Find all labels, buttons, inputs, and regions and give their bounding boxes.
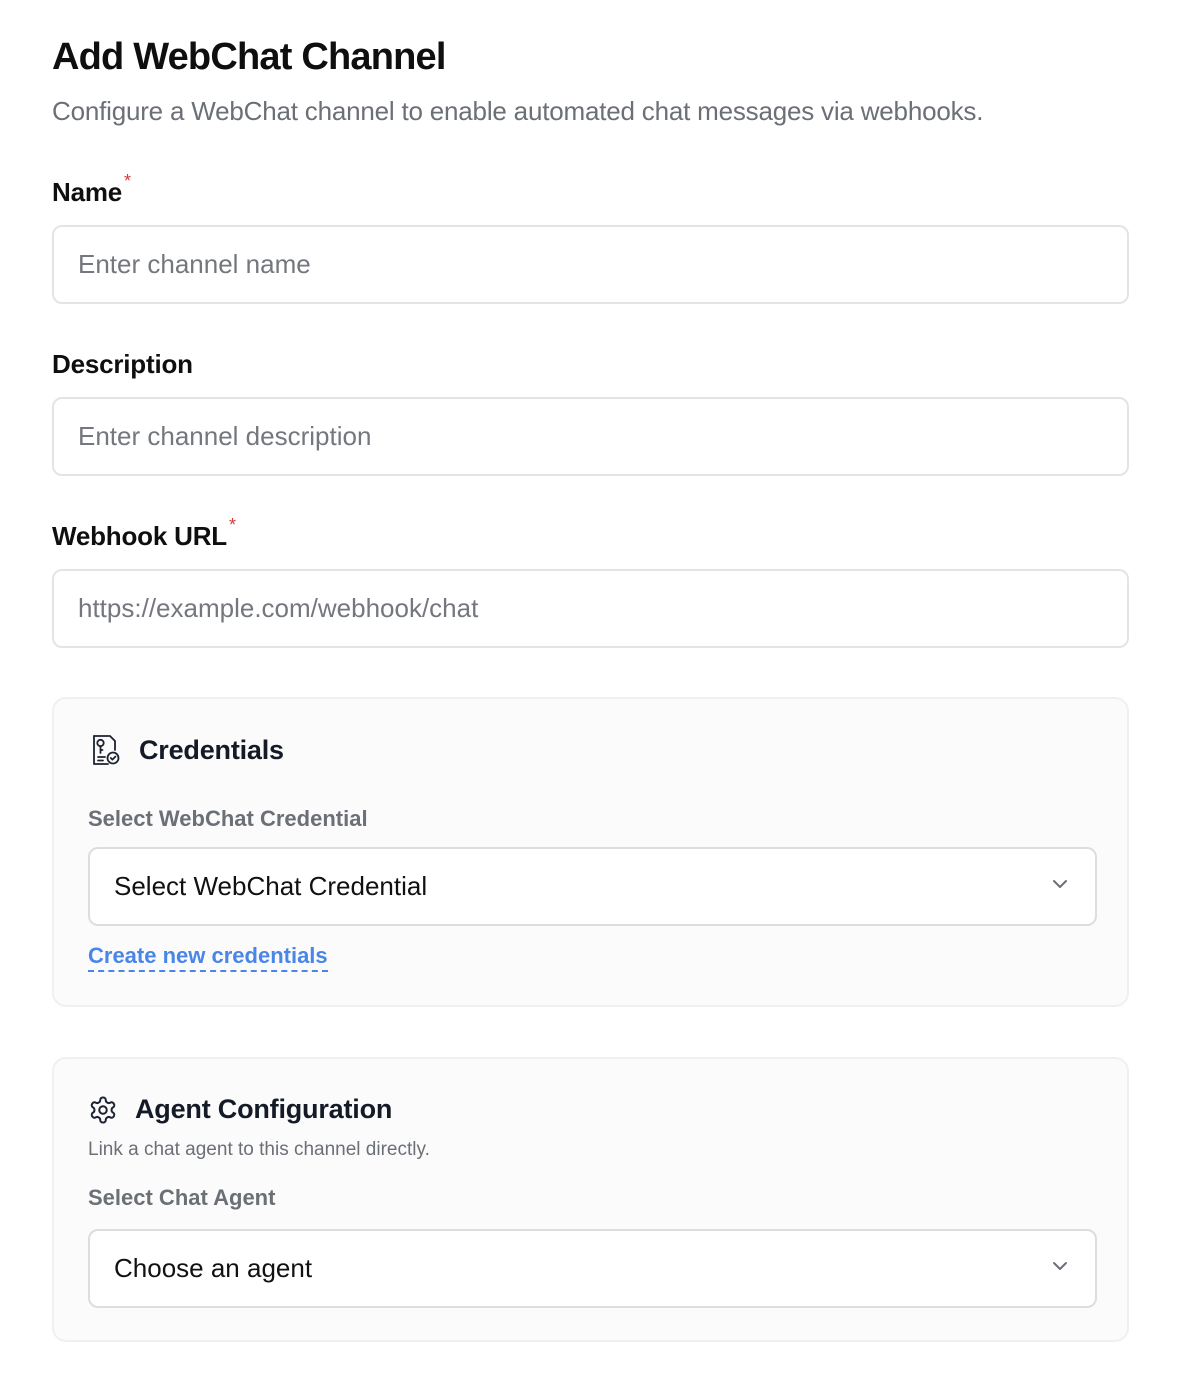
chat-agent-select[interactable]	[88, 1229, 1097, 1308]
webhook-url-label-text: Webhook URL	[52, 521, 227, 551]
name-required-marker: *	[124, 171, 131, 191]
credentials-header	[88, 733, 284, 767]
gear-icon	[88, 1095, 118, 1125]
description-label	[52, 349, 193, 380]
webhook-url-input[interactable]	[52, 569, 1129, 648]
page-title: Add WebChat Channel	[52, 36, 446, 78]
webhook-url-label	[52, 515, 236, 552]
agent-configuration-panel	[52, 1057, 1129, 1342]
agent-configuration-header	[88, 1094, 392, 1125]
credential-select-label: Select WebChat Credential	[88, 806, 368, 831]
page-subtitle: Configure a WebChat channel to enable automated chat messages via webhooks.	[52, 96, 984, 126]
description-label-text: Description	[52, 349, 193, 379]
channel-name-input[interactable]	[52, 225, 1129, 304]
webhook-url-required-marker: *	[228, 515, 236, 535]
chevron-down-icon	[1049, 1255, 1071, 1282]
credential-select[interactable]	[88, 847, 1097, 926]
agent-configuration-subtitle: Link a chat agent to this channel directly.	[88, 1139, 430, 1160]
credentials-panel	[52, 697, 1129, 1007]
credential-document-icon	[88, 733, 122, 767]
channel-description-input[interactable]	[52, 397, 1129, 476]
chevron-down-icon	[1049, 873, 1071, 900]
create-credentials-link[interactable]: Create new credentials	[88, 943, 328, 972]
credential-select-value: Select WebChat Credential	[114, 871, 428, 901]
chat-agent-select-label: Select Chat Agent	[88, 1185, 276, 1210]
name-label	[52, 171, 131, 208]
name-label-text: Name	[52, 177, 123, 207]
agent-configuration-title: Agent Configuration	[135, 1094, 393, 1124]
chat-agent-select-value: Choose an agent	[114, 1253, 313, 1283]
credentials-title: Credentials	[139, 734, 284, 765]
